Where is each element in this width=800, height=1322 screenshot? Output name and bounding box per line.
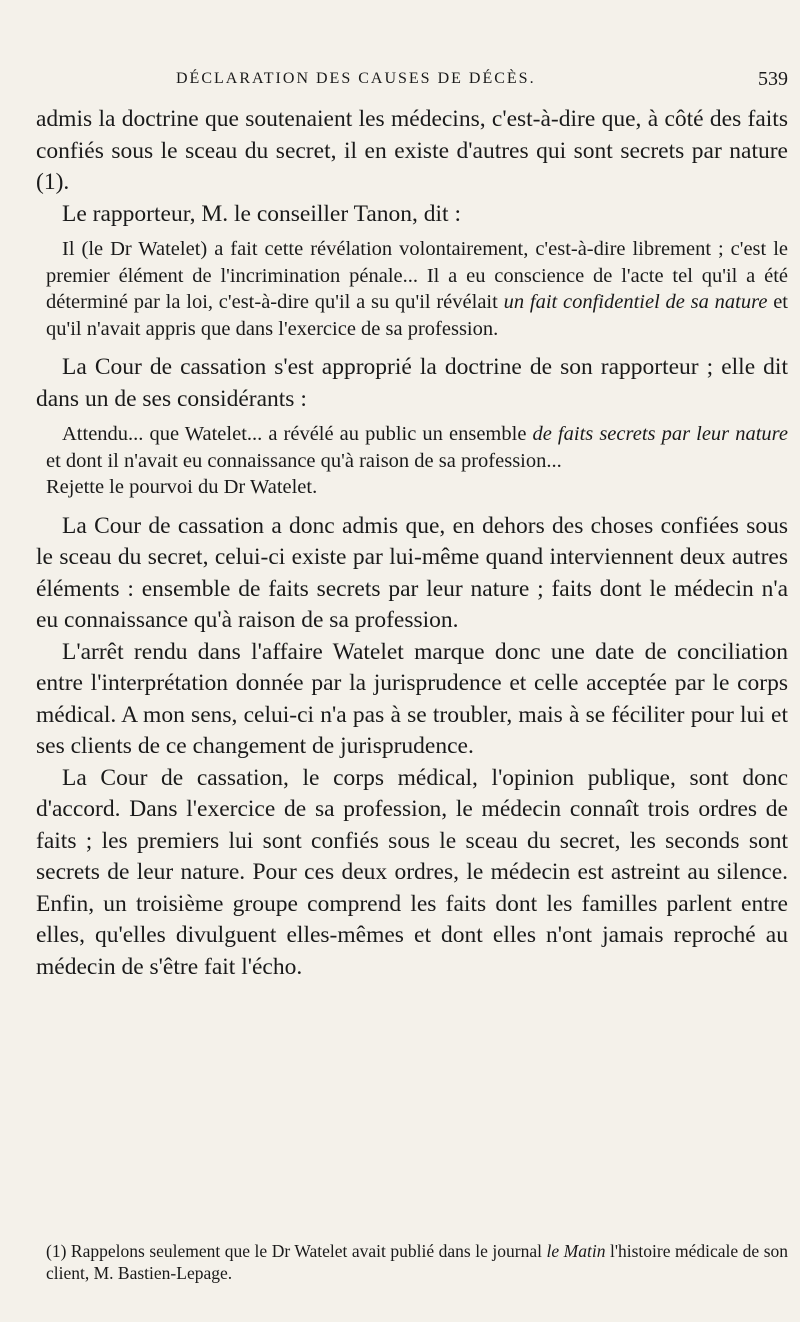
quote-attendu-italic: de faits secrets par leur nature — [532, 423, 788, 445]
running-header — [36, 70, 788, 104]
quote-rapporteur-text-b: et qu'il n'avait appris que dans l'exercice de sa profession. — [46, 291, 789, 340]
quote-rapporteur-italic: un fait confidentiel de sa nature — [503, 291, 768, 313]
paragraph-continued: admis la doctrine que soutenaient les médecins, c'est-à-dire que, à côté des faits confiés sous le sceau du secret, il en existe d'autres qui sont secrets par nature (1). — [36, 106, 788, 195]
paragraph-accord: La Cour de cassation, le corps médical, l'opinion publique, sont donc d'accord. Dans l'exercice de sa profession, le médecin connaît trois ordres de faits ; les premiers lui sont confiés sous le sceau du secret, les seconds sont secrets de leur nature. Pour ces deux ordres, le médecin est astreint au silence. Enfin, un troisième groupe comprend les faits dont les familles parlent entre elles, qu'elles divulguent elles-mêmes et dont elles n'ont jamais reproché au médecin de s'être fait l'écho. — [36, 764, 788, 980]
footnote — [46, 1240, 788, 1284]
footnote-text-b: l'histoire médicale de son client, M. Bastien-Lepage. — [46, 1241, 789, 1283]
footnote-text-a: (1) Rappelons seulement que le Dr Watelet avait publié dans le journal — [46, 1241, 547, 1261]
quote-rejette: Rejette le pourvoi du Dr Watelet. — [46, 476, 318, 498]
book-page — [36, 70, 788, 983]
paragraph-arret-watelet: L'arrêt rendu dans l'affaire Watelet marque donc une date de conciliation entre l'interprétation donnée par la jurisprudence et celle acceptée par le corps médical. A mon sens, celui-ci n'a pas à se troubler, mais à se féciliter pour lui et ses clients de ce changement de jurisprudence. — [36, 638, 788, 759]
paragraph-cour-admis: La Cour de cassation a donc admis que, en dehors des choses confiées sous le sceau du secret, celui-ci existe par lui-même quand interviennent deux autres éléments : ensemble de faits secrets par leur nature ; faits dont le médecin n'a eu connaissance qu'à raison de sa profession. — [36, 512, 788, 633]
quote-rapporteur-text-a: Il (le Dr Watelet) a fait cette révélation volontairement, c'est-à-dire librement ; c'est le premier élément de l'incrimination pénale... Il a eu conscience de l'acte tel qu'il a été déterminé par la loi, c'est-à-dire qu'il a su qu'il révélait — [46, 238, 788, 313]
paragraph-rapporteur: Le rapporteur, M. le conseiller Tanon, dit : — [62, 200, 461, 227]
quote-attendu-text-b: et dont il n'avait eu connaissance qu'à raison de sa profession... — [46, 449, 562, 472]
footnote-text — [46, 1240, 788, 1284]
quote-attendu-text-a: Attendu... que Watelet... a révélé au public un ensemble — [62, 423, 533, 445]
paragraph-cour-approprie: La Cour de cassation s'est approprié la doctrine de son rapporteur ; elle dit dans un de ses considérants : — [36, 354, 788, 412]
running-title: DÉCLARATION DES CAUSES DE DÉCÈS. — [176, 70, 536, 87]
footnote-italic: le Matin — [546, 1241, 606, 1261]
quote-rapporteur — [36, 236, 788, 342]
page-number: 539 — [758, 68, 788, 90]
quote-attendu — [36, 421, 788, 474]
